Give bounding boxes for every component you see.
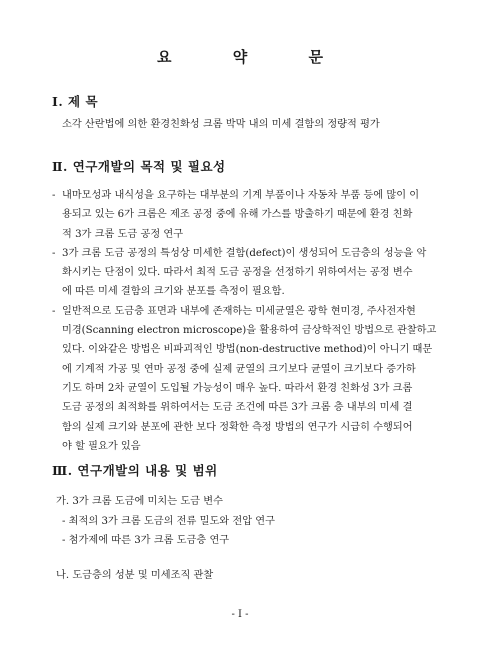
section-2-bullets (52, 186, 437, 456)
section-2-heading: Ⅱ. 연구개발의 목적 및 필요성 (52, 159, 226, 174)
page-number: - I - (231, 609, 249, 620)
page-title: 요 약 문 (157, 48, 351, 66)
bullet-dash: - (52, 247, 56, 259)
section-1-body: 소각 산란법에 의한 환경친화성 크롬 박막 내의 미세 결함의 정량적 평가 (62, 119, 380, 130)
bullet-item-2 (52, 244, 432, 302)
bullet-3-line-6: 도금 공정의 최적화를 위하여서는 도금 조건에 따른 3가 크롬 층 내부의 미세 결 (62, 402, 413, 414)
bullet-3-line-5: 기도 하며 2차 균열이 도입될 가능성이 매우 높다. 따라서 환경 친화성 3가 크롬 (62, 382, 413, 394)
bullet-dash: - (52, 305, 56, 317)
bullet-3-line-1: 일반적으로 도금층 표면과 내부에 존재하는 미세균열은 광학 현미경, 주사전자현 (62, 305, 416, 317)
bullet-3-line-8: 야 할 필요가 있음 (62, 440, 141, 452)
section-3-item-2: - 첨가제에 따른 3가 크롬 도금층 연구 (62, 535, 230, 546)
bullet-3-line-3: 있다. 이와같은 방법은 비파괴적인 방법(non-destructive method)이 아니기 때문 (62, 344, 433, 356)
section-3-sub-b: 나. 도금층의 성분 및 미세조직 관찰 (56, 570, 214, 581)
bullet-3-line-7: 함의 실제 크기와 분포에 관한 보다 정확한 측정 방법의 연구가 시급히 수행되어 (62, 421, 413, 433)
section-3-sub-a: 가. 3가 크롬 도금에 미치는 도금 변수 (56, 496, 223, 507)
section-3-heading: Ⅲ. 연구개발의 내용 및 범위 (52, 463, 218, 478)
bullet-1-line-3: 적 3가 크롬 도금 공정 연구 (62, 228, 184, 240)
section-1-heading: Ⅰ. 제 목 (52, 94, 99, 109)
bullet-3-line-4: 에 기계적 가공 및 연마 공정 중에 실제 균열의 크기보다 균열이 크기보다 증가하 (62, 363, 416, 375)
bullet-item-1 (52, 186, 432, 244)
bullet-dash: - (52, 190, 56, 201)
section-3-item-1: - 최적의 3가 크롬 도금의 전류 밀도와 전압 연구 (62, 516, 275, 527)
bullet-1-line-2: 용되고 있는 6가 크롬은 제조 공정 중에 유해 가스를 방출하기 때문에 환경 친화 (62, 209, 413, 221)
bullet-item-3 (52, 302, 437, 456)
bullet-1-line-1: 내마모성과 내식성을 요구하는 대부분의 기계 부품이나 자동차 부품 등에 많이 이 (62, 190, 420, 201)
bullet-2-line-1: 3가 크롬 도금 공정의 특성상 미세한 결함(defect)이 생성되어 도금층의 성능을 악 (62, 247, 427, 259)
bullet-3-line-2: 미경(Scanning electron microscope)을 활용하여 금상학적인 방법으로 관찰하고 (62, 325, 437, 337)
bullet-2-line-2: 화시키는 단점이 있다. 따라서 최적 도금 공정을 선정하기 위하여서는 공정 변수 (62, 267, 413, 279)
bullet-2-line-3: 에 따른 미세 결함의 크기와 분포를 측정이 필요함. (62, 286, 285, 298)
